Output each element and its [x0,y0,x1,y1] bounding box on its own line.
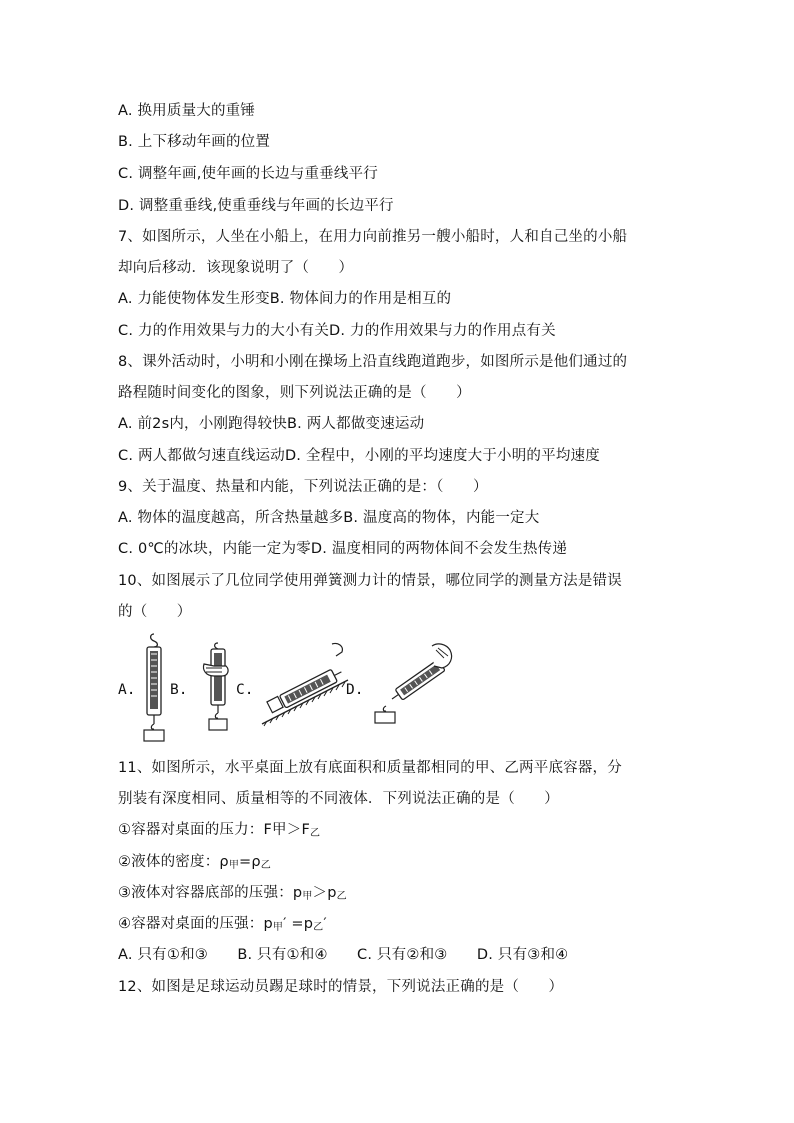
q10-figures [118,632,458,744]
figure-label-c: C. [236,682,254,698]
spring-scale-figure-b [200,642,236,732]
q7-stem-line1: 7、如图所示，人坐在小船上，在用力向前推另一艘小船时，人和自己坐的小船 [118,229,628,245]
q10-stem-line2: 的（ ） [118,604,192,620]
q11-statement-2: ②液体的密度：$\rho_甲=\rho_乙$ [118,854,271,871]
q11-statement-3: ③液体对容器底部的压强：$p_甲>p_乙$ [118,885,347,902]
figure-label-a: A. [118,682,136,698]
q12-stem: 12、如图是足球运动员踢足球时的情景，下列说法正确的是（ ） [118,979,564,995]
q11-options: A. 只有①和③ B. 只有①和④ C. 只有②和③ D. 只有③和④ [118,947,569,963]
spring-scale-figure-c [258,640,350,728]
q7-options-ab: A. 力能使物体发生形变B. 物体间力的作用是相互的 [118,291,452,307]
q11-statement-4: ④容器对桌面的压强：$p_甲' =p_乙'$ [118,916,327,933]
q6-option-d: D. 调整重垂线,使重垂线与年画的长边平行 [118,198,394,214]
q8-stem-line1: 8、课外活动时，小明和小刚在操场上沿直线跑道跑步，如图所示是他们通过的 [118,354,628,370]
q6-option-b: B. 上下移动年画的位置 [118,134,271,150]
q9-options-cd: C. 0℃的冰块，内能一定为零D. 温度相同的两物体间不会发生热传递 [118,541,568,557]
q11-statement-1: ①容器对桌面的压力：F甲$>F_乙$ [118,822,321,839]
q6-option-c: C. 调整年画,使年画的长边与重垂线平行 [118,166,378,182]
spring-scale-figure-d [372,636,460,726]
q9-options-ab: A. 物体的温度越高，所含热量越多B. 温度高的物体，内能一定大 [118,510,540,526]
q10-stem-line1: 10、如图展示了几位同学使用弹簧测力计的情景，哪位同学的测量方法是错误 [118,573,622,589]
q9-stem: 9、关于温度、热量和内能，下列说法正确的是：（ ） [118,479,488,495]
q6-option-a: A. 换用质量大的重锤 [118,103,256,119]
q11-stem-line1: 11、如图所示，水平桌面上放有底面积和质量都相同的甲、乙两平底容器，分 [118,760,622,776]
spring-scale-figure-a [138,632,170,742]
q11-stem-line2: 别装有深度相同、质量相等的不同液体．下列说法正确的是（ ） [118,791,559,807]
q8-options-cd: C. 两人都做匀速直线运动D. 全程中，小刚的平均速度大于小明的平均速度 [118,448,600,464]
q7-stem-line2: 却向后移动．该现象说明了（ ） [118,260,354,276]
q8-stem-line2: 路程随时间变化的图象，则下列说法正确的是（ ） [118,385,471,401]
q7-options-cd: C. 力的作用效果与力的大小有关D. 力的作用效果与力的作用点有关 [118,323,556,339]
figure-label-b: B. [170,682,188,698]
figure-label-d: D. [346,682,364,698]
q8-options-ab: A. 前2s内，小刚跑得较快B. 两人都做变速运动 [118,416,425,432]
